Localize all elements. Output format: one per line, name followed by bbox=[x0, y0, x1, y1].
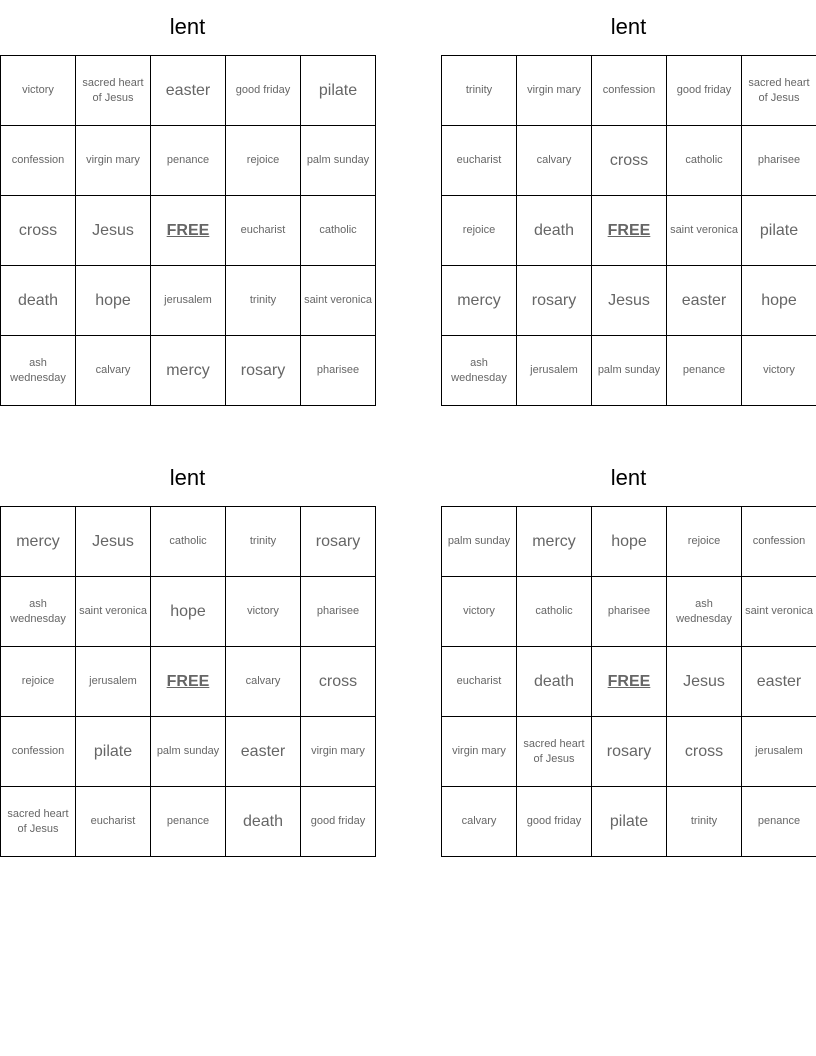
bingo-cell: sacred heart of Jesus bbox=[76, 56, 151, 126]
bingo-cell: ash wednesday bbox=[442, 336, 517, 406]
free-space: FREE bbox=[151, 196, 226, 266]
bingo-cell: ash wednesday bbox=[1, 336, 76, 406]
bingo-cell: saint veronica bbox=[742, 577, 816, 647]
bingo-cell: jerusalem bbox=[742, 717, 816, 787]
bingo-cell: death bbox=[517, 196, 592, 266]
bingo-cell: pilate bbox=[592, 787, 667, 857]
bingo-cell: confession bbox=[1, 717, 76, 787]
bingo-cell: Jesus bbox=[592, 266, 667, 336]
bingo-cell: eucharist bbox=[226, 196, 301, 266]
bingo-cell: saint veronica bbox=[301, 266, 376, 336]
bingo-cell: pilate bbox=[301, 56, 376, 126]
bingo-cell: rejoice bbox=[442, 196, 517, 266]
bingo-cell: victory bbox=[1, 56, 76, 126]
bingo-cell: pharisee bbox=[301, 577, 376, 647]
bingo-cell: palm sunday bbox=[301, 126, 376, 196]
free-space: FREE bbox=[592, 196, 667, 266]
bingo-cell: virgin mary bbox=[301, 717, 376, 787]
bingo-cell: penance bbox=[742, 787, 816, 857]
bingo-cell: trinity bbox=[442, 56, 517, 126]
bingo-cell: eucharist bbox=[442, 647, 517, 717]
bingo-cell: sacred heart of Jesus bbox=[742, 56, 816, 126]
bingo-cell: virgin mary bbox=[442, 717, 517, 787]
bingo-cell: confession bbox=[592, 56, 667, 126]
bingo-cell: trinity bbox=[226, 266, 301, 336]
bingo-cell: Jesus bbox=[76, 507, 151, 577]
bingo-cell: good friday bbox=[301, 787, 376, 857]
bingo-cell: victory bbox=[742, 336, 816, 406]
bingo-cell: hope bbox=[76, 266, 151, 336]
bingo-cell: calvary bbox=[226, 647, 301, 717]
bingo-cell: jerusalem bbox=[76, 647, 151, 717]
bingo-cell: sacred heart of Jesus bbox=[1, 787, 76, 857]
bingo-cell: victory bbox=[442, 577, 517, 647]
bingo-card-2 bbox=[441, 14, 816, 406]
bingo-cell: palm sunday bbox=[442, 507, 517, 577]
free-space: FREE bbox=[592, 647, 667, 717]
bingo-cell: jerusalem bbox=[517, 336, 592, 406]
bingo-cell: rejoice bbox=[1, 647, 76, 717]
bingo-cell: palm sunday bbox=[592, 336, 667, 406]
bingo-cell: rejoice bbox=[667, 507, 742, 577]
bingo-cell: confession bbox=[742, 507, 816, 577]
bingo-cell: death bbox=[517, 647, 592, 717]
bingo-card-1 bbox=[0, 14, 375, 406]
bingo-cell: saint veronica bbox=[76, 577, 151, 647]
bingo-cell: good friday bbox=[517, 787, 592, 857]
bingo-cell: rosary bbox=[226, 336, 301, 406]
bingo-cell: cross bbox=[1, 196, 76, 266]
bingo-cell: good friday bbox=[226, 56, 301, 126]
bingo-cell: rosary bbox=[517, 266, 592, 336]
bingo-cell: easter bbox=[667, 266, 742, 336]
bingo-cell: easter bbox=[742, 647, 816, 717]
bingo-cell: cross bbox=[667, 717, 742, 787]
bingo-cell: jerusalem bbox=[151, 266, 226, 336]
bingo-cell: sacred heart of Jesus bbox=[517, 717, 592, 787]
bingo-cell: virgin mary bbox=[517, 56, 592, 126]
bingo-cell: victory bbox=[226, 577, 301, 647]
bingo-card-4 bbox=[441, 465, 816, 857]
bingo-cell: pilate bbox=[742, 196, 816, 266]
bingo-cell: confession bbox=[1, 126, 76, 196]
bingo-cell: saint veronica bbox=[667, 196, 742, 266]
bingo-cell: catholic bbox=[151, 507, 226, 577]
card-title: lent bbox=[610, 465, 647, 490]
bingo-cell: rosary bbox=[592, 717, 667, 787]
bingo-cell: rosary bbox=[301, 507, 376, 577]
bingo-cell: penance bbox=[151, 787, 226, 857]
bingo-cell: easter bbox=[151, 56, 226, 126]
bingo-cell: death bbox=[1, 266, 76, 336]
bingo-cell: catholic bbox=[667, 126, 742, 196]
bingo-cell: ash wednesday bbox=[1, 577, 76, 647]
bingo-cell: trinity bbox=[226, 507, 301, 577]
bingo-cell: penance bbox=[667, 336, 742, 406]
bingo-cell: hope bbox=[742, 266, 816, 336]
bingo-cell: hope bbox=[592, 507, 667, 577]
bingo-cell: ash wednesday bbox=[667, 577, 742, 647]
bingo-cell: easter bbox=[226, 717, 301, 787]
bingo-grid bbox=[0, 506, 376, 857]
bingo-cell: trinity bbox=[667, 787, 742, 857]
bingo-grid bbox=[0, 55, 376, 406]
bingo-cell: cross bbox=[592, 126, 667, 196]
bingo-cell: palm sunday bbox=[151, 717, 226, 787]
bingo-cell: pharisee bbox=[592, 577, 667, 647]
card-title: lent bbox=[169, 14, 206, 39]
free-space: FREE bbox=[151, 647, 226, 717]
bingo-cell: mercy bbox=[151, 336, 226, 406]
bingo-card-3 bbox=[0, 465, 375, 857]
bingo-cell: virgin mary bbox=[76, 126, 151, 196]
bingo-cell: catholic bbox=[517, 577, 592, 647]
bingo-cell: eucharist bbox=[76, 787, 151, 857]
bingo-cell: calvary bbox=[76, 336, 151, 406]
bingo-grid bbox=[441, 55, 816, 406]
bingo-cell: good friday bbox=[667, 56, 742, 126]
bingo-cell: Jesus bbox=[76, 196, 151, 266]
card-title: lent bbox=[610, 14, 647, 39]
bingo-cell: calvary bbox=[442, 787, 517, 857]
bingo-grid bbox=[441, 506, 816, 857]
bingo-cell: catholic bbox=[301, 196, 376, 266]
bingo-cell: Jesus bbox=[667, 647, 742, 717]
bingo-cell: pharisee bbox=[301, 336, 376, 406]
bingo-cell: mercy bbox=[517, 507, 592, 577]
bingo-cell: pilate bbox=[76, 717, 151, 787]
card-title: lent bbox=[169, 465, 206, 490]
bingo-cell: penance bbox=[151, 126, 226, 196]
bingo-cell: cross bbox=[301, 647, 376, 717]
bingo-cell: rejoice bbox=[226, 126, 301, 196]
bingo-cell: hope bbox=[151, 577, 226, 647]
bingo-cell: calvary bbox=[517, 126, 592, 196]
bingo-cell: pharisee bbox=[742, 126, 816, 196]
bingo-cell: eucharist bbox=[442, 126, 517, 196]
bingo-cell: mercy bbox=[442, 266, 517, 336]
bingo-cell: mercy bbox=[1, 507, 76, 577]
bingo-cell: death bbox=[226, 787, 301, 857]
